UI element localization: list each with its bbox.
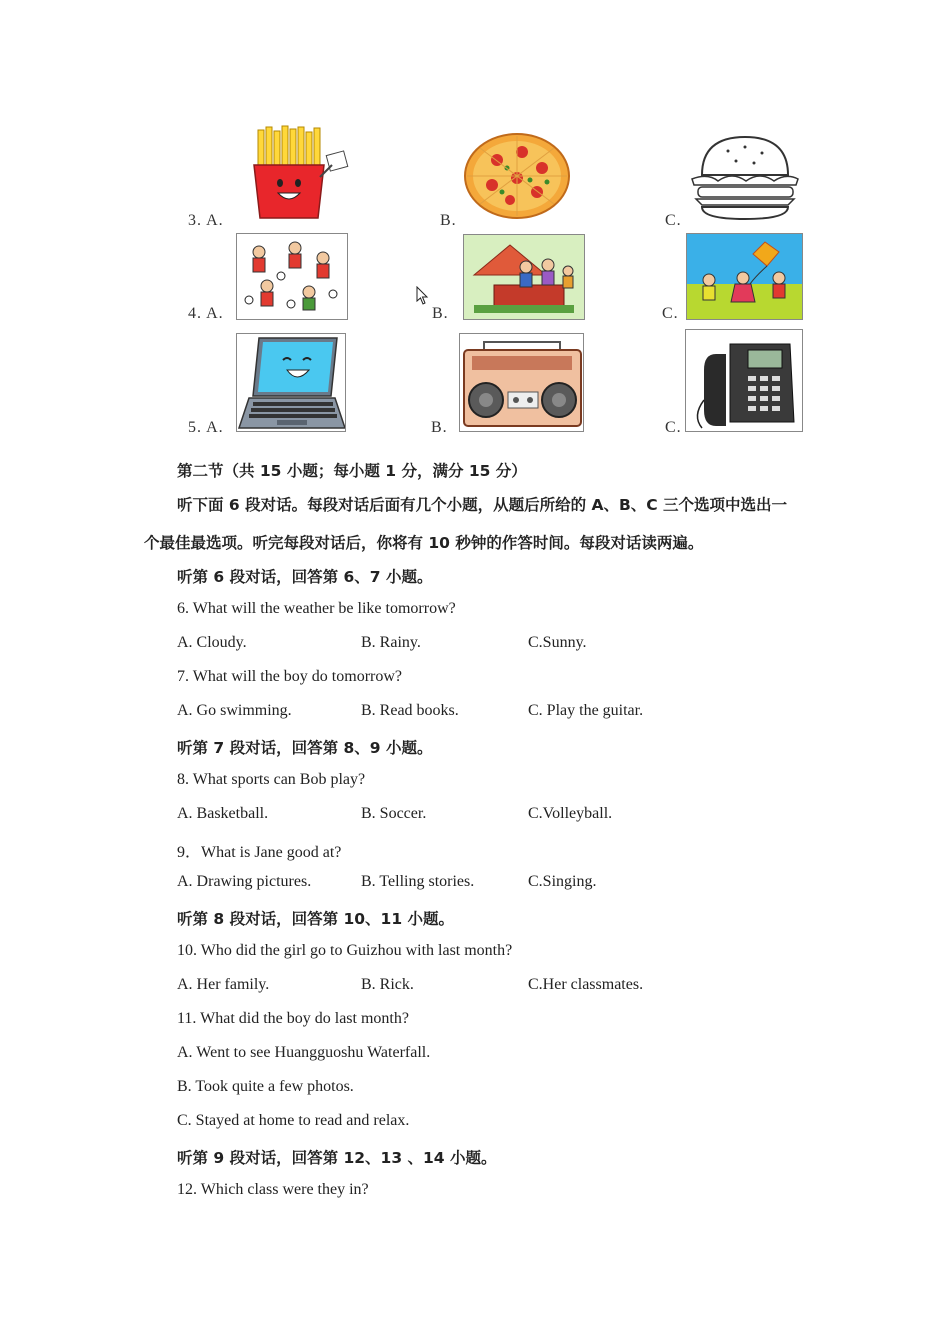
question-11-option-c[interactable]: C. Stayed at home to read and relax. (177, 1112, 410, 1129)
question-3-label: 3. A. (188, 212, 224, 229)
question-5-option-b-label: B. (431, 419, 448, 436)
question-11-option-a[interactable]: A. Went to see Huangguoshu Waterfall. (177, 1044, 431, 1061)
question-10-option-a[interactable]: A. Her family. (177, 976, 270, 993)
question-10-option-c[interactable]: C.Her classmates. (528, 976, 644, 993)
question-7-option-b[interactable]: B. Read books. (361, 702, 459, 719)
desk-telephone-icon (685, 329, 803, 432)
question-8-option-a[interactable]: A. Basketball. (177, 805, 269, 822)
children-playing-soccer-icon (236, 233, 348, 320)
question-6-option-b[interactable]: B. Rainy. (361, 634, 421, 651)
dialogue-heading: 听第 9 段对话，回答第 12、13 、14 小题。 (177, 1149, 497, 1167)
question-3-option-b-label: B. (440, 212, 457, 229)
dialogue-heading: 听第 7 段对话，回答第 8、9 小题。 (177, 739, 433, 757)
question-12: 12. Which class were they in? (177, 1181, 369, 1198)
mouse-cursor-icon (416, 286, 430, 306)
question-9: 9．What is Jane good at? (177, 844, 342, 861)
question-5-option-c-label: C. (665, 419, 682, 436)
question-8-option-b[interactable]: B. Soccer. (361, 805, 427, 822)
question-6-option-c[interactable]: C.Sunny. (528, 634, 587, 651)
question-4-option-c-label: C. (662, 305, 679, 322)
hamburger-icon (688, 133, 803, 223)
question-5-label: 5. A. (188, 419, 224, 436)
question-6: 6. What will the weather be like tomorrow? (177, 600, 456, 617)
dialogue-heading: 听第 6 段对话，回答第 6、7 小题。 (177, 568, 433, 586)
question-7-option-c[interactable]: C. Play the guitar. (528, 702, 644, 719)
question-10-option-b[interactable]: B. Rick. (361, 976, 414, 993)
question-4-option-b-label: B. (432, 305, 449, 322)
children-flying-kite-icon (686, 233, 803, 320)
family-picnic-icon (463, 234, 585, 320)
section-instruction-line2: 个最佳最选项。听完每段对话后，你将有 10 秒钟的作答时间。每段对话读两遍。 (144, 534, 704, 552)
pizza-icon (462, 130, 572, 220)
question-7-option-a[interactable]: A. Go swimming. (177, 702, 292, 719)
question-9-option-b[interactable]: B. Telling stories. (361, 873, 475, 890)
french-fries-icon (250, 125, 350, 220)
question-11-option-b[interactable]: B. Took quite a few photos. (177, 1078, 354, 1095)
question-4-label: 4. A. (188, 305, 224, 322)
radio-cassette-player-icon (459, 333, 584, 432)
question-8: 8. What sports can Bob play? (177, 771, 366, 788)
question-9-option-c[interactable]: C.Singing. (528, 873, 597, 890)
question-8-option-c[interactable]: C.Volleyball. (528, 805, 613, 822)
dialogue-heading: 听第 8 段对话，回答第 10、11 小题。 (177, 910, 455, 928)
question-6-option-a[interactable]: A. Cloudy. (177, 634, 247, 651)
question-10: 10. Who did the girl go to Guizhou with last month? (177, 942, 513, 959)
question-9-option-a[interactable]: A. Drawing pictures. (177, 873, 312, 890)
question-3-option-c-label: C. (665, 212, 682, 229)
question-11: 11. What did the boy do last month? (177, 1010, 409, 1027)
question-7: 7. What will the boy do tomorrow? (177, 668, 402, 685)
laptop-icon (236, 333, 346, 432)
section-instruction-line1: 听下面 6 段对话。每段对话后面有几个小题，从题后所给的 A、B、C 三个选项中选出一 (177, 496, 788, 514)
section-title: 第二节（共 15 小题；每小题 1 分，满分 15 分） (177, 462, 527, 480)
